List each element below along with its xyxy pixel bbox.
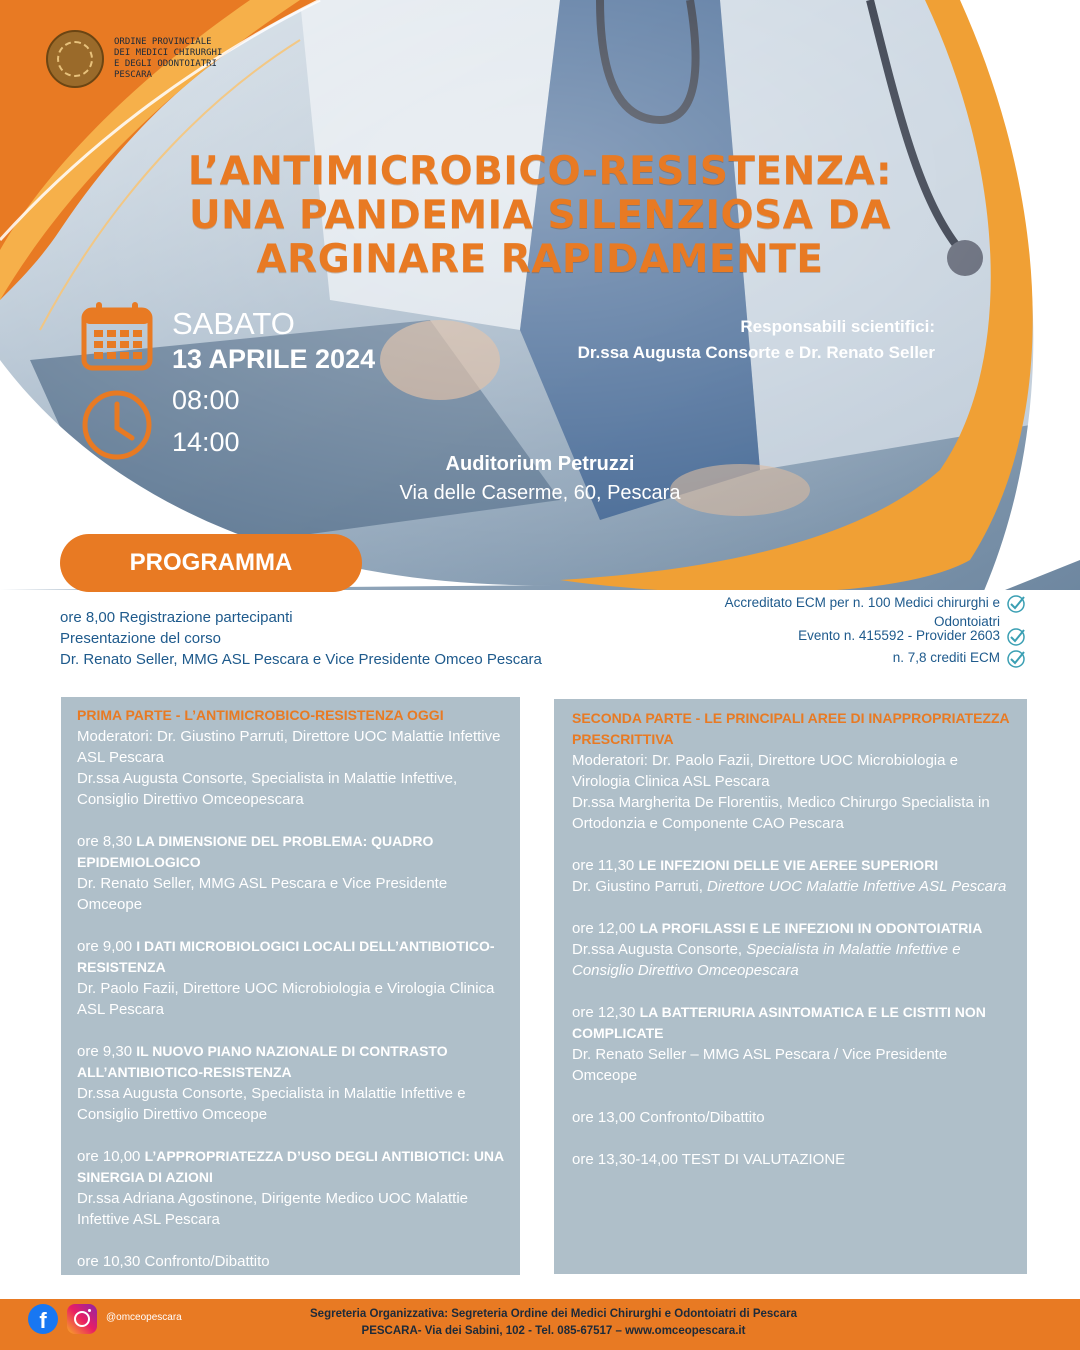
moderatori: Dr.ssa Augusta Consorte, Specialista in Malattie Infettive, Consiglio Direttivo Omceopescara	[77, 770, 458, 808]
intro-line: Presentazione del corso	[60, 630, 221, 647]
item-time: ore 9,30	[77, 1043, 137, 1060]
logo-line: E DEGLI ODONTOIATRI	[114, 59, 217, 69]
event-day: SABATO	[172, 306, 295, 341]
event-title	[0, 150, 1080, 282]
moderatori: Dr.ssa Margherita De Florentiis, Medico Chirurgo Specialista in Ortodonzia e Componente CAO Pescara	[572, 794, 990, 832]
facebook-icon[interactable]: f	[28, 1304, 58, 1334]
logo-line: ORDINE PROVINCIALE	[114, 37, 212, 47]
program-item	[77, 1041, 506, 1125]
prima-parte-header	[77, 705, 506, 810]
title-line-1: L’ANTIMICROBICO-RESISTENZA:	[187, 149, 893, 194]
title-line-3: ARGINARE RAPIDAMENTE	[256, 237, 824, 282]
intro-line: ore 8,00 Registrazione partecipanti	[60, 609, 293, 626]
item-title: I DATI MICROBIOLOGICI LOCALI DELL’ANTIBIOTICO-RESISTENZA	[77, 938, 495, 975]
footer-line-1: Segreteria Organizzativa: Segreteria Ordine dei Medici Chirurghi e Odontoiatri di Pescara	[310, 1308, 797, 1320]
item-title: LA DIMENSIONE DEL PROBLEMA: QUADRO EPIDEMIOLOGICO	[77, 833, 434, 870]
title-line-2: UNA PANDEMIA SILENZIOSA DA	[188, 193, 892, 238]
event-date: 13 APRILE 2024	[172, 344, 376, 374]
item-time: ore 12,30	[572, 1004, 640, 1021]
venue-name: Auditorium Petruzzi	[445, 453, 635, 475]
item-time: ore 11,30	[572, 857, 639, 874]
item-speaker: Dr.ssa Augusta Consorte, Specialista in Malattie Infettive e Consiglio Direttivo Omceope	[77, 1085, 466, 1123]
closing-item: ore 13,00 Confronto/Dibattito	[572, 1109, 765, 1126]
logo-line: DEI MEDICI CHIRURGHI	[114, 48, 223, 58]
item-speaker: Dr.ssa Augusta Consorte,	[572, 941, 747, 958]
closing-item: ore 10,30 Confronto/Dibattito	[77, 1253, 270, 1270]
programma-heading: PROGRAMMA	[60, 534, 362, 592]
item-time: ore 8,30	[77, 833, 137, 850]
item-time: ore 9,00	[77, 938, 137, 955]
item-time: ore 12,00	[572, 920, 640, 937]
footer-line-2: PESCARA- Via dei Sabini, 102 - Tel. 085-67517 – www.omceopescara.it	[361, 1325, 746, 1337]
ecm-text: n. 7,8 crediti ECM	[892, 650, 1000, 665]
item-speaker: Dr. Paolo Fazii, Direttore UOC Microbiologia e Virologia Clinica ASL Pescara	[77, 980, 495, 1018]
intro-block	[60, 607, 542, 670]
program-item	[572, 855, 1013, 897]
logo-text	[114, 37, 222, 81]
program-item	[572, 918, 1013, 981]
venue-address: Via delle Caserme, 60, Pescara	[399, 482, 681, 504]
venue	[0, 451, 1080, 509]
closing-item: ore 13,30-14,00 TEST DI VALUTAZIONE	[572, 1151, 846, 1168]
logo-line: PESCARA	[114, 70, 152, 80]
item-speaker: Dr.ssa Adriana Agostinone, Dirigente Medico UOC Malattie Infettive ASL Pescara	[77, 1190, 469, 1228]
seconda-parte-header	[572, 708, 1013, 834]
prima-parte-panel	[61, 697, 520, 1275]
item-speaker: Dr. Renato Seller – MMG ASL Pescara / Vice Presidente Omceope	[572, 1046, 948, 1084]
moderatori: Moderatori: Dr. Paolo Fazii, Direttore UOC Microbiologia e Virologia Clinica ASL Pescara	[572, 752, 958, 790]
responsabili-label: Responsabili scientifici:	[740, 317, 935, 336]
item-speaker-role: Specialista in Malattie Infettive e Consiglio Direttivo Omceopescara	[572, 941, 961, 979]
section-title: SECONDA PARTE - LE PRINCIPALI AREE DI INAPPROPRIATEZZA PRESCRITTIVA	[572, 710, 1010, 747]
item-speaker: Dr. Giustino Parruti,	[572, 878, 708, 895]
item-time: ore 10,00	[77, 1148, 145, 1165]
item-speaker: Dr. Renato Seller, MMG ASL Pescara e Vice Presidente Omceope	[77, 875, 448, 913]
item-title: LA PROFILASSI E LE INFEZIONI IN ODONTOIATRIA	[639, 920, 983, 936]
program-item	[77, 936, 506, 1020]
item-title: L’APPROPRIATEZZA D’USO DEGLI ANTIBIOTICI: UNA SINERGIA DI AZIONI	[77, 1148, 504, 1185]
check-icon	[1006, 627, 1026, 647]
item-speaker-role: Direttore UOC Malattie Infettive ASL Pescara	[707, 878, 1007, 895]
program-item	[572, 1002, 1013, 1086]
social-handle[interactable]: @omceopescara	[106, 1312, 182, 1323]
event-time-end: 14:00	[172, 427, 240, 457]
item-title: LA BATTERIURIA ASINTOMATICA E LE CISTITI NON COMPLICATE	[572, 1004, 986, 1041]
check-icon	[1006, 594, 1026, 614]
ecm-row	[690, 649, 1026, 669]
check-icon	[1006, 649, 1026, 669]
event-time-start: 08:00	[172, 385, 240, 415]
responsabili-names: Dr.ssa Augusta Consorte e Dr. Renato Seller	[577, 343, 935, 362]
responsabili-scientifici	[578, 314, 935, 366]
footer-contacts	[0, 1306, 1080, 1340]
program-item	[77, 831, 506, 915]
seconda-parte-panel	[554, 699, 1027, 1274]
program-item	[77, 1146, 506, 1230]
intro-line: Dr. Renato Seller, MMG ASL Pescara e Vice Presidente Omceo Pescara	[60, 651, 542, 668]
section-title: PRIMA PARTE - L’ANTIMICROBICO-RESISTENZA OGGI	[77, 707, 444, 723]
calendar-icon	[80, 300, 154, 374]
ordine-logo	[46, 30, 222, 88]
ecm-row	[690, 594, 1026, 631]
seal-logo	[46, 30, 104, 88]
ecm-text: Accreditato ECM per n. 100 Medici chirurghi e Odontoiatri	[724, 595, 1000, 629]
ecm-accreditation	[690, 594, 1026, 669]
moderatori: Moderatori: Dr. Giustino Parruti, Direttore UOC Malattie Infettive ASL Pescara	[77, 728, 501, 766]
item-title: LE INFEZIONI DELLE VIE AEREE SUPERIORI	[638, 857, 939, 873]
ecm-text: Evento n. 415592 - Provider 2603	[798, 628, 1000, 643]
item-title: IL NUOVO PIANO NAZIONALE DI CONTRASTO ALL’ANTIBIOTICO-RESISTENZA	[77, 1043, 448, 1080]
